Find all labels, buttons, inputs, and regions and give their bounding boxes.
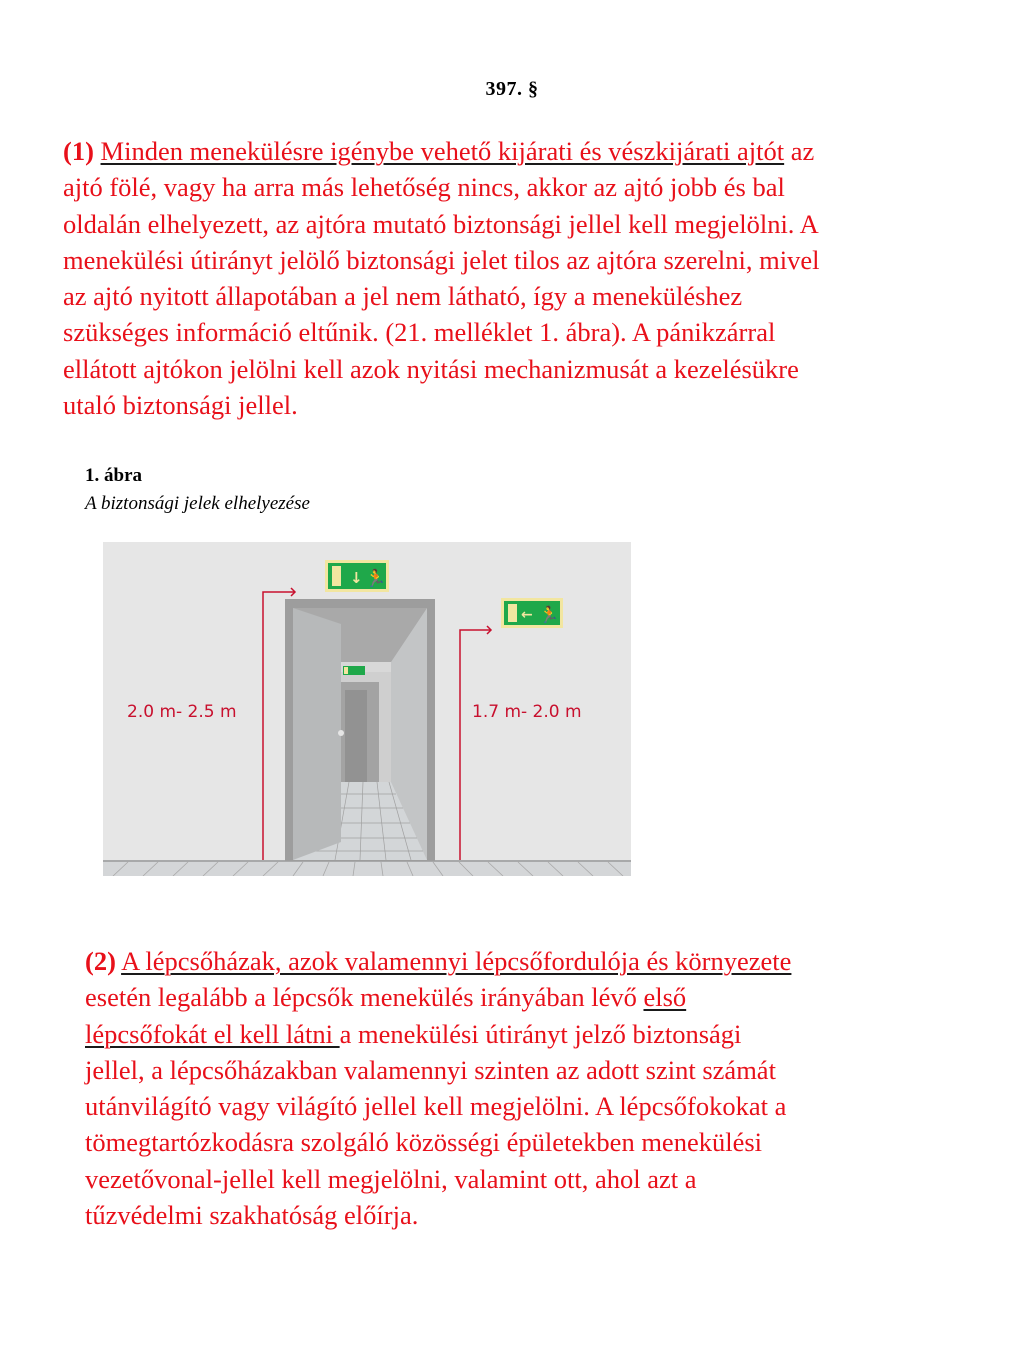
svg-text:←: ← [521, 607, 533, 623]
paragraph-1-line [63, 133, 943, 169]
figure-label: 1. ábra [85, 465, 142, 486]
section-title: 397. § [485, 78, 539, 100]
figure-caption: A biztonsági jelek elhelyezése [85, 493, 310, 514]
paragraph-2-line [85, 943, 915, 979]
paragraph-1-line: szükséges információ eltűnik. (21. melléklet 1. ábra). A pánikzárral [63, 317, 776, 348]
paragraph-2-line: tűzvédelmi szakhatóság előírja. [85, 1200, 419, 1231]
figure-illustration [103, 542, 631, 876]
underlined-text: lépcsőfokát el kell látni [85, 1018, 340, 1049]
paragraph-1-line: az ajtó nyitott állapotában a jel nem látható, így a meneküléshez [63, 281, 743, 312]
paragraph-2-line: vezetővonal-jellel kell megjelölni, valamint ott, ahol azt a [85, 1163, 697, 1194]
paragraph-1-line: ellátott ajtókon jelölni kell azok nyitási mechanizmusát a kezelésükre [63, 353, 799, 384]
paragraph-number: (2) [85, 946, 116, 976]
paragraph-1-line: oldalán elhelyezett, az ajtóra mutató biztonsági jellel kell megjelölni. A [63, 208, 819, 239]
paragraph-2-line [85, 1016, 915, 1052]
text-span: az [784, 136, 815, 166]
svg-text:↓: ↓ [350, 569, 363, 587]
paragraph-1-line: utaló biztonsági jellel. [63, 390, 298, 421]
text-span: esetén legalább a lépcsők menekülés irányában lévő [85, 982, 644, 1013]
paragraph-2-line: tömegtartózkodásra szolgáló közösségi épületekben menekülési [85, 1127, 763, 1158]
paragraph-2 [85, 943, 915, 1233]
paragraph-2-line: jellel, a lépcsőházakban valamennyi szinten az adott szint számát [85, 1054, 776, 1085]
paragraph-1-line: ajtó fölé, vagy ha arra más lehetőség nincs, akkor az ajtó jobb és bal [63, 172, 785, 203]
text-span: a menekülési útirányt jelző biztonsági [339, 1018, 742, 1049]
exit-sign-icon [501, 598, 563, 628]
svg-text:🏃: 🏃 [365, 569, 387, 589]
paragraph-1 [63, 133, 943, 423]
underlined-text: Minden menekülésre igénybe vehető kijárati és vészkijárati ajtót [100, 136, 785, 166]
paragraph-1-line: menekülési útirányt jelölő biztonsági jelet tilos az ajtóra szerelni, mivel [63, 244, 820, 275]
paragraph-2-line: utánvilágító vagy világító jellel kell megjelölni. A lépcsőfokokat a [85, 1091, 787, 1122]
exit-sign-icon [325, 560, 389, 592]
paragraph-2-line [85, 979, 915, 1015]
paragraph-number: (1) [63, 136, 94, 166]
underlined-text: első [643, 982, 687, 1013]
right-dimension-label: 1.7 m- 2.0 m [472, 702, 582, 722]
left-dimension-label: 2.0 m- 2.5 m [127, 702, 237, 722]
underlined-text: A lépcsőházak, azok valamennyi lépcsőfordulója és környezete [121, 946, 792, 976]
svg-text:🏃: 🏃 [539, 605, 559, 624]
